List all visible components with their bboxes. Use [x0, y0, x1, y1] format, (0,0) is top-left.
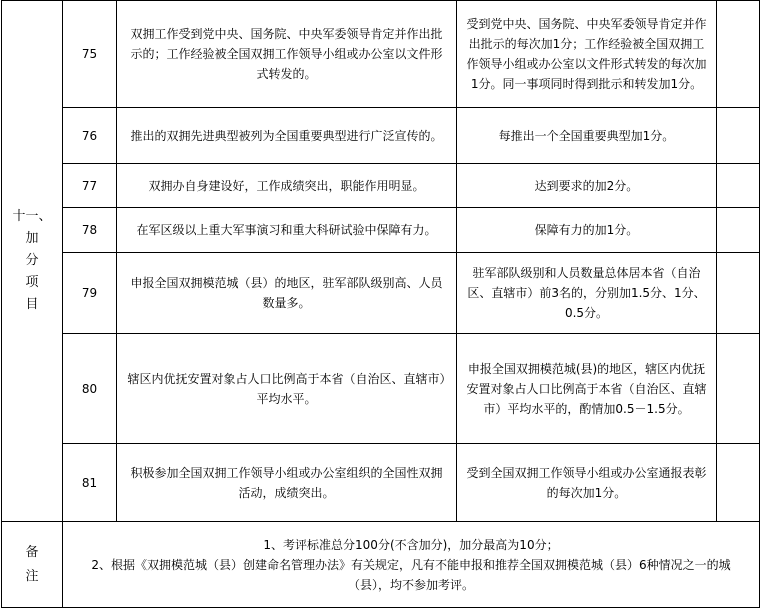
category-char: 分 [25, 253, 39, 268]
blank-cell [717, 1, 760, 108]
item-number: 78 [63, 208, 117, 253]
category-char: 十一、 [12, 209, 52, 224]
item-description: 辖区内优抚安置对象占人口比例高于本省（自治区、直辖市）平均水平。 [117, 334, 457, 444]
scoring-standard: 驻军部队级别和人员数量总体居本省（自治区、直辖市）前3名的，分别加1.5分、1分、0.5分。 [457, 253, 717, 334]
blank-cell [717, 444, 760, 522]
scoring-standard: 申报全国双拥模范城(县)的地区，辖区内优抚安置对象占人口比例高于本省（自治区、直辖市）平均水平的，酌情加0.5－1.5分。 [457, 334, 717, 444]
remark-line-1: 1、考评标准总分100分(不含加分)，加分最高为10分； [263, 537, 559, 552]
table-row [2, 164, 760, 208]
remarks-content [63, 522, 760, 608]
item-description: 推出的双拥先进典型被列为全国重要典型进行广泛宣传的。 [117, 108, 457, 164]
item-number: 77 [63, 164, 117, 208]
blank-cell [717, 334, 760, 444]
table-row [2, 208, 760, 253]
item-description: 积极参加全国双拥工作领导小组或办公室组织的全国性双拥活动，成绩突出。 [117, 444, 457, 522]
blank-cell [717, 253, 760, 334]
blank-cell [717, 164, 760, 208]
remarks-row [2, 522, 760, 608]
table-row [2, 1, 760, 108]
remark-line-2: 2、根据《双拥模范城（县）创建命名管理办法》有关规定，凡有不能申报和推荐全国双拥模范城（县）6种情况之一的城（县），均不参加考评。 [91, 557, 731, 592]
item-description: 双拥办自身建设好，工作成绩突出，职能作用明显。 [117, 164, 457, 208]
item-number: 79 [63, 253, 117, 334]
table-row [2, 108, 760, 164]
scoring-standard: 受到党中央、国务院、中央军委领导肯定并作出批示的每次加1分；工作经验被全国双拥工作领导小组或办公室以文件形式转发的每次加1分。同一事项同时得到批示和转发加1分。 [457, 1, 717, 108]
table-row [2, 253, 760, 334]
scoring-standard: 保障有力的加1分。 [457, 208, 717, 253]
item-description: 在军区级以上重大军事演习和重大科研试验中保障有力。 [117, 208, 457, 253]
remarks-label-char: 注 [25, 568, 39, 584]
item-description: 申报全国双拥模范城（县）的地区，驻军部队级别高、人员数量多。 [117, 253, 457, 334]
scoring-standard: 受到全国双拥工作领导小组或办公室通报表彰的每次加1分。 [457, 444, 717, 522]
item-description: 双拥工作受到党中央、国务院、中央军委领导肯定并作出批示的；工作经验被全国双拥工作领导小组或办公室以文件形式转发的。 [117, 1, 457, 108]
category-char: 目 [25, 297, 39, 312]
table-row [2, 334, 760, 444]
blank-cell [717, 208, 760, 253]
blank-cell [717, 108, 760, 164]
scoring-standard: 达到要求的加2分。 [457, 164, 717, 208]
item-number: 75 [63, 1, 117, 108]
table-row [2, 444, 760, 522]
item-number: 81 [63, 444, 117, 522]
category-char: 加 [25, 231, 39, 246]
category-char: 项 [25, 275, 39, 290]
category-cell [2, 1, 63, 522]
item-number: 76 [63, 108, 117, 164]
item-number: 80 [63, 334, 117, 444]
remarks-label-char: 备 [25, 544, 39, 560]
remarks-label [2, 522, 63, 608]
scoring-table [1, 0, 760, 608]
scoring-standard: 每推出一个全国重要典型加1分。 [457, 108, 717, 164]
